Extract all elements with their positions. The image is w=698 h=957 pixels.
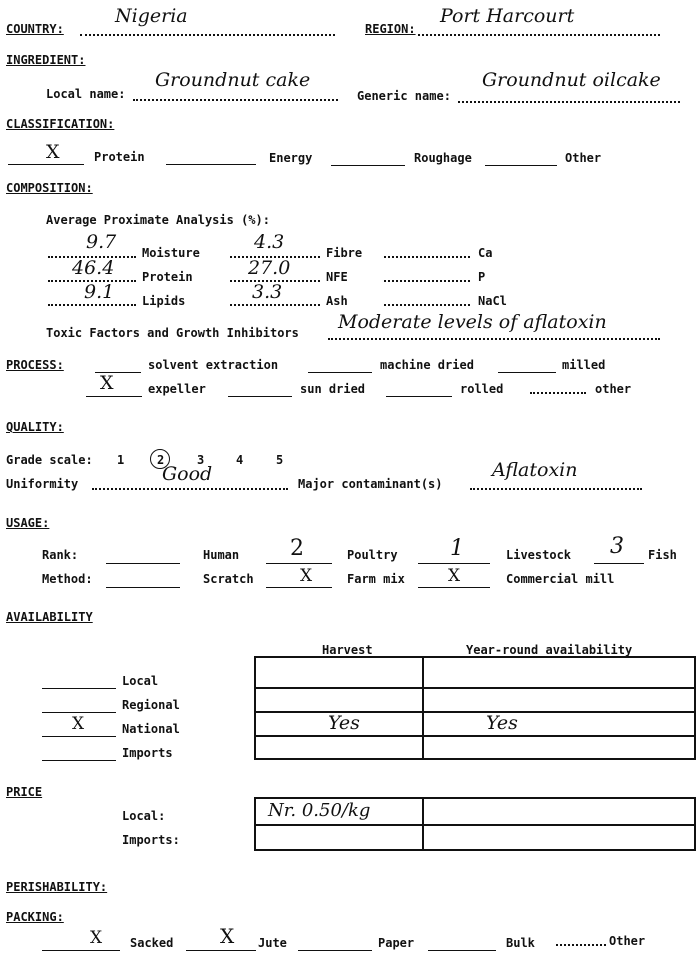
composition-heading: COMPOSITION: [6, 181, 93, 195]
generic-name-value[interactable]: Groundnut oilcake [482, 69, 661, 91]
process-other-line[interactable] [530, 392, 586, 394]
grade-5[interactable]: 5 [276, 453, 284, 467]
sacked-label: Sacked [130, 936, 174, 950]
jute-label: Jute [258, 936, 287, 950]
human-label: Human [203, 548, 240, 562]
roughage-class-blank[interactable] [331, 165, 405, 166]
classification-heading: CLASSIFICATION: [6, 117, 115, 131]
moisture-label: Moisture [142, 246, 200, 260]
country-label: COUNTRY: [6, 22, 64, 36]
method-label: Method: [42, 572, 93, 586]
toxic-factors-value[interactable]: Moderate levels of aflatoxin [338, 311, 607, 333]
grade-2[interactable]: 2 [157, 453, 165, 467]
livestock-rank-blank[interactable] [594, 563, 644, 564]
price-local-value[interactable]: Nr. 0.50/kg [268, 800, 371, 821]
availability-row-divider [254, 687, 694, 689]
protein-comp-label: Protein [142, 270, 193, 284]
lipids-value[interactable]: 9.1 [84, 281, 115, 303]
country-value[interactable]: Nigeria [115, 5, 188, 27]
national-avail-blank[interactable] [42, 736, 116, 737]
imports-avail-label: Imports [122, 746, 173, 760]
livestock-label: Livestock [506, 548, 572, 562]
jute-mark: X [220, 924, 235, 948]
ca-label: Ca [478, 246, 493, 260]
uniformity-value[interactable]: Good [162, 463, 213, 485]
country-field-line [80, 34, 335, 36]
protein-comp-value[interactable]: 46.4 [72, 257, 115, 279]
scratch-label: Scratch [203, 572, 254, 586]
energy-class-label: Energy [269, 151, 313, 165]
human-rank-blank[interactable] [266, 563, 332, 564]
packing-other-label: Other [609, 934, 646, 948]
farm-mix-label: Farm mix [347, 572, 405, 586]
expeller-blank[interactable] [86, 396, 142, 397]
sacked-mark: X [90, 928, 103, 948]
milled-label: milled [562, 358, 606, 372]
method-blank[interactable] [106, 587, 180, 588]
packing-other-line[interactable] [556, 944, 606, 946]
region-value[interactable]: Port Harcourt [440, 5, 575, 27]
region-field-line [418, 34, 660, 36]
p-label: P [478, 270, 486, 284]
bulk-label: Bulk [506, 936, 535, 950]
ash-label: Ash [326, 294, 348, 308]
grade-3[interactable]: 3 [197, 453, 205, 467]
protein-class-mark: X [46, 141, 60, 163]
sun-dried-label: sun dried [300, 382, 366, 396]
national-avail-label: National [122, 722, 180, 736]
contaminant-label: Major contaminant(s) [298, 477, 443, 491]
other-class-label: Other [565, 151, 602, 165]
availability-heading: AVAILABILITY [6, 610, 93, 624]
process-other-label: other [595, 382, 632, 396]
price-heading: PRICE [6, 785, 43, 799]
usage-heading: USAGE: [6, 516, 50, 530]
poultry-rank-value: 1 [450, 536, 464, 561]
p-line[interactable] [384, 280, 470, 282]
grade-1[interactable]: 1 [117, 453, 125, 467]
toxic-factors-label: Toxic Factors and Growth Inhibitors [46, 326, 299, 340]
fish-label: Fish [648, 548, 677, 562]
ash-value[interactable]: 3.3 [252, 281, 283, 303]
sun-dried-blank[interactable] [228, 396, 292, 397]
paper-label: Paper [378, 936, 415, 950]
poultry-label: Poultry [347, 548, 398, 562]
availability-row-divider [254, 711, 694, 713]
avg-analysis-label: Average Proximate Analysis (%): [46, 213, 270, 227]
toxic-factors-line [328, 338, 660, 340]
quality-heading: QUALITY: [6, 420, 64, 434]
ash-line [230, 304, 320, 306]
other-class-blank[interactable] [485, 165, 557, 166]
scratch-mark: X [300, 566, 313, 586]
packing-heading: PACKING: [6, 910, 64, 924]
nacl-label: NaCl [478, 294, 507, 308]
national-harvest-value[interactable]: Yes [328, 712, 360, 734]
local-name-value[interactable]: Groundnut cake [155, 69, 311, 91]
uniformity-line [92, 488, 288, 490]
energy-class-blank[interactable] [166, 164, 256, 165]
year-round-col-header: Year-round availability [466, 643, 633, 657]
national-year-round-value[interactable]: Yes [486, 712, 518, 734]
rank-blank[interactable] [106, 563, 180, 564]
poultry-rank-blank[interactable] [418, 563, 490, 564]
process-heading: PROCESS: [6, 358, 64, 372]
imports-avail-blank[interactable] [42, 760, 116, 761]
moisture-value[interactable]: 9.7 [86, 231, 117, 253]
rolled-label: rolled [460, 382, 504, 396]
price-imports-label: Imports: [122, 833, 180, 847]
protein-class-label: Protein [94, 150, 145, 164]
machine-dried-label: machine dried [380, 358, 474, 372]
lipids-label: Lipids [142, 294, 186, 308]
commercial-mill-label: Commercial mill [506, 572, 615, 586]
lipids-line [48, 304, 136, 306]
nacl-line[interactable] [384, 304, 470, 306]
human-rank-value: 2 [290, 536, 304, 561]
local-avail-label: Local [122, 674, 159, 688]
local-name-line [133, 99, 338, 101]
fibre-label: Fibre [326, 246, 363, 260]
price-row-divider [254, 824, 694, 826]
region-label: REGION: [365, 22, 416, 36]
availability-table-border [254, 656, 696, 760]
livestock-rank-value: 3 [610, 534, 624, 559]
roughage-class-label: Roughage [414, 151, 472, 165]
scratch-blank[interactable] [266, 587, 332, 588]
national-avail-mark: X [72, 714, 85, 734]
rank-label: Rank: [42, 548, 79, 562]
solvent-label: solvent extraction [148, 358, 279, 372]
protein-class-blank[interactable] [8, 164, 84, 165]
generic-name-line [458, 101, 680, 103]
regional-avail-blank[interactable] [42, 712, 116, 713]
price-local-label: Local: [122, 809, 166, 823]
jute-blank[interactable] [186, 950, 256, 951]
rolled-blank[interactable] [386, 396, 452, 397]
grade-scale-label: Grade scale: [6, 453, 93, 467]
ca-line[interactable] [384, 256, 470, 258]
bulk-blank[interactable] [428, 950, 496, 951]
sacked-blank[interactable] [42, 950, 120, 951]
uniformity-label: Uniformity [6, 477, 79, 491]
harvest-col-header: Harvest [322, 643, 373, 657]
contaminant-value[interactable]: Aflatoxin [492, 459, 578, 481]
farm-mix-blank[interactable] [418, 587, 490, 588]
paper-blank[interactable] [298, 950, 372, 951]
nfe-value[interactable]: 27.0 [248, 257, 291, 279]
regional-avail-label: Regional [122, 698, 180, 712]
grade-4[interactable]: 4 [236, 453, 244, 467]
ingredient-heading: INGREDIENT: [6, 53, 86, 67]
availability-col-divider [422, 656, 424, 758]
local-name-label: Local name: [46, 87, 126, 101]
local-avail-blank[interactable] [42, 688, 116, 689]
farm-mix-mark: X [448, 566, 461, 586]
price-col-divider [422, 797, 424, 849]
fibre-value[interactable]: 4.3 [254, 231, 285, 253]
expeller-mark: X [100, 372, 114, 394]
availability-row-divider [254, 735, 694, 737]
machine-dried-blank[interactable] [308, 372, 372, 373]
contaminant-line [470, 488, 642, 490]
nfe-label: NFE [326, 270, 348, 284]
generic-name-label: Generic name: [357, 89, 451, 103]
expeller-label: expeller [148, 382, 206, 396]
perishability-heading: PERISHABILITY: [6, 880, 108, 894]
milled-blank[interactable] [498, 372, 556, 373]
